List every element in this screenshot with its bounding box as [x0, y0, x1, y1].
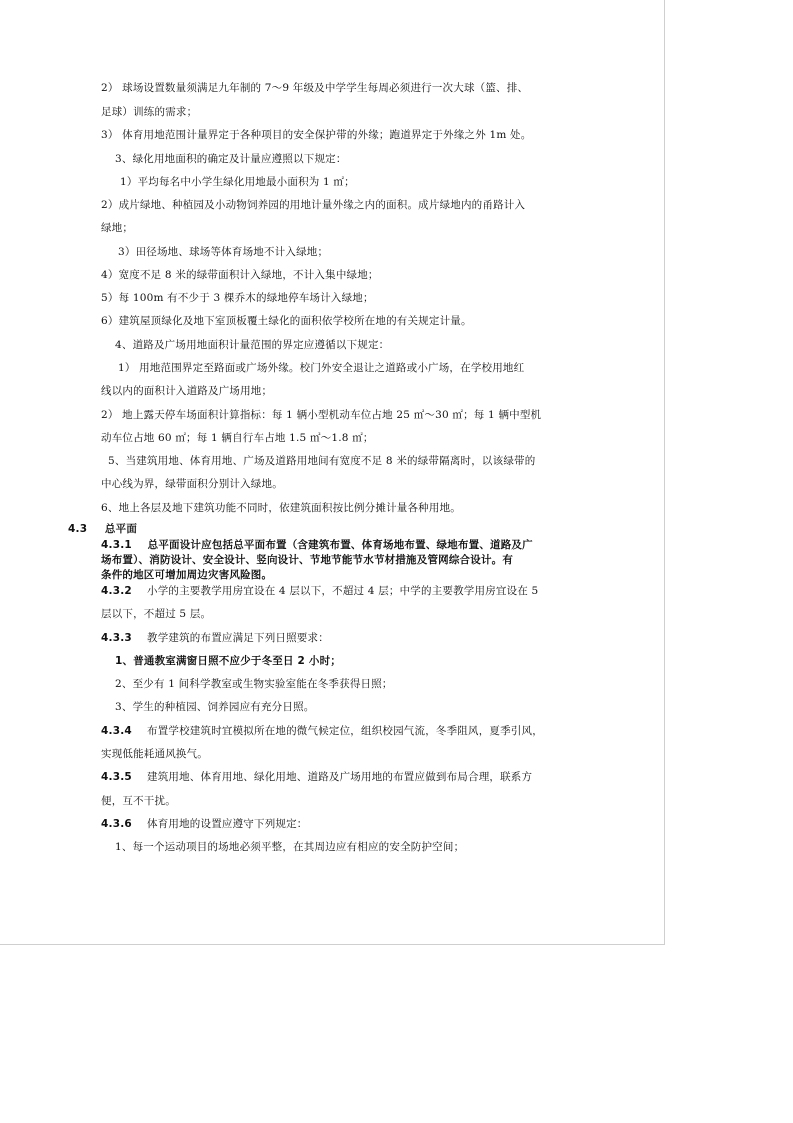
section-title: 总平面 [104, 523, 138, 535]
text-line: 4、道路及广场用地面积计量范围的界定应遵循以下规定： [115, 339, 390, 351]
text-line: 6、地上各层及地下建筑功能不同时，依建筑面积按比例分摊计量各种用地。 [101, 502, 461, 514]
text-line: 线以内的面积计入道路及广场用地； [101, 385, 273, 397]
text-line: 4）宽度不足 8 米的绿带面积计入绿地，不计入集中绿地； [101, 269, 379, 281]
text-line: 3、绿化用地面积的确定及计量应遵照以下规定： [115, 153, 347, 165]
clause-text: 建筑用地、体育用地、绿化用地、道路及广场用地的布置应做到布局合理，联系方 [147, 771, 533, 783]
text-line: 3）田径场地、球场等体育场地不计入绿地； [118, 246, 329, 258]
text-line: 动车位占地 60 ㎡；每 1 辆自行车占地 1.5 ㎡～1.8 ㎡； [101, 432, 374, 444]
section-heading [68, 522, 137, 536]
clause-4-3-4 [101, 724, 543, 738]
text-line: 2）成片绿地、种植园及小动物饲养园的用地计量外缘之内的面积。成片绿地内的甬路计入 [101, 199, 526, 211]
text-line: 绿地； [101, 222, 134, 234]
text-line: 足球）训练的需求； [101, 106, 198, 118]
clause-text: 小学的主要教学用房宜设在 4 层以下，不超过 4 层；中学的主要教学用房宜设在 5 [147, 585, 539, 597]
clause-text-line: 实现低能耗通风换气。 [101, 748, 208, 760]
text-line: 中心线为界，绿带面积分别计入绿地。 [101, 478, 283, 490]
clause-number: 4.3.4 [101, 725, 132, 737]
clause-text-line: 条件的地区可增加周边灾害风险图。 [101, 569, 273, 581]
clause-4-3-3 [101, 631, 329, 645]
clause-text: 教学建筑的布置应满足下列日照要求： [147, 632, 329, 644]
list-item: 1、普通教室满窗日照不应少于冬至日 2 小时； [115, 655, 342, 667]
clause-4-3-2 [101, 584, 538, 598]
clause-text-line: 便，互不干扰。 [101, 795, 176, 807]
clause-text: 体育用地的设置应遵守下列规定： [147, 818, 308, 830]
section-number: 4.3 [68, 523, 88, 535]
text-line: 2） 球场设置数量须满足九年制的 7～9 年级及中学学生每周必须进行一次大球（篮、排、 [101, 82, 529, 94]
text-line: 1）平均每名中小学生绿化用地最小面积为 1 ㎡； [120, 176, 355, 188]
clause-text: 总平面设计应包括总平面布置（含建筑布置、体育场地布置、绿地布置、道路及广 [147, 539, 533, 551]
text-line: 5、当建筑用地、体育用地、广场及道路用地间有宽度不足 8 米的绿带隔离时，以该绿带的 [108, 455, 536, 467]
list-item: 3、学生的种植园、饲养园应有充分日照。 [115, 701, 315, 713]
clause-number: 4.3.6 [101, 818, 132, 830]
text-line: 2） 地上露天停车场面积计算指标：每 1 辆小型机动车位占地 25 ㎡～30 ㎡；每 1 辆中型机 [101, 409, 542, 421]
text-line: 3） 体育用地范围计量界定于各种项目的安全保护带的外缘；跑道界定于外缘之外 1m 处。 [101, 129, 532, 141]
list-item: 1、每一个运动项目的场地必须平整，在其周边应有相应的安全防护空间； [115, 841, 465, 853]
clause-number: 4.3.5 [101, 771, 132, 783]
clause-number: 4.3.2 [101, 585, 132, 597]
clause-text-line: 层以下，不超过 5 层。 [101, 608, 212, 620]
clause-number: 4.3.1 [101, 539, 132, 551]
clause-4-3-1 [101, 538, 533, 552]
text-line: 6）建筑屋顶绿化及地下室顶板覆土绿化的面积依学校所在地的有关规定计量。 [101, 315, 472, 327]
clause-4-3-5 [101, 770, 532, 784]
clause-text: 布置学校建筑时宜模拟所在地的微气候定位，组织校园气流，冬季阻风，夏季引风， [147, 725, 543, 737]
clause-number: 4.3.3 [101, 632, 132, 644]
text-line: 1） 用地范围界定至路面或广场外缘。校门外安全退让之道路或小广场，在学校用地红 [118, 362, 525, 374]
clause-text-line: 场布置）、消防设计、安全设计、竖向设计、节地节能节水节材措施及管网综合设计。有 [101, 554, 514, 566]
text-line: 5）每 100m 有不少于 3 棵乔木的绿地停车场计入绿地； [101, 292, 374, 304]
list-item: 2、至少有 1 间科学教室或生物实验室能在冬季获得日照； [115, 678, 393, 690]
clause-4-3-6 [101, 817, 308, 831]
